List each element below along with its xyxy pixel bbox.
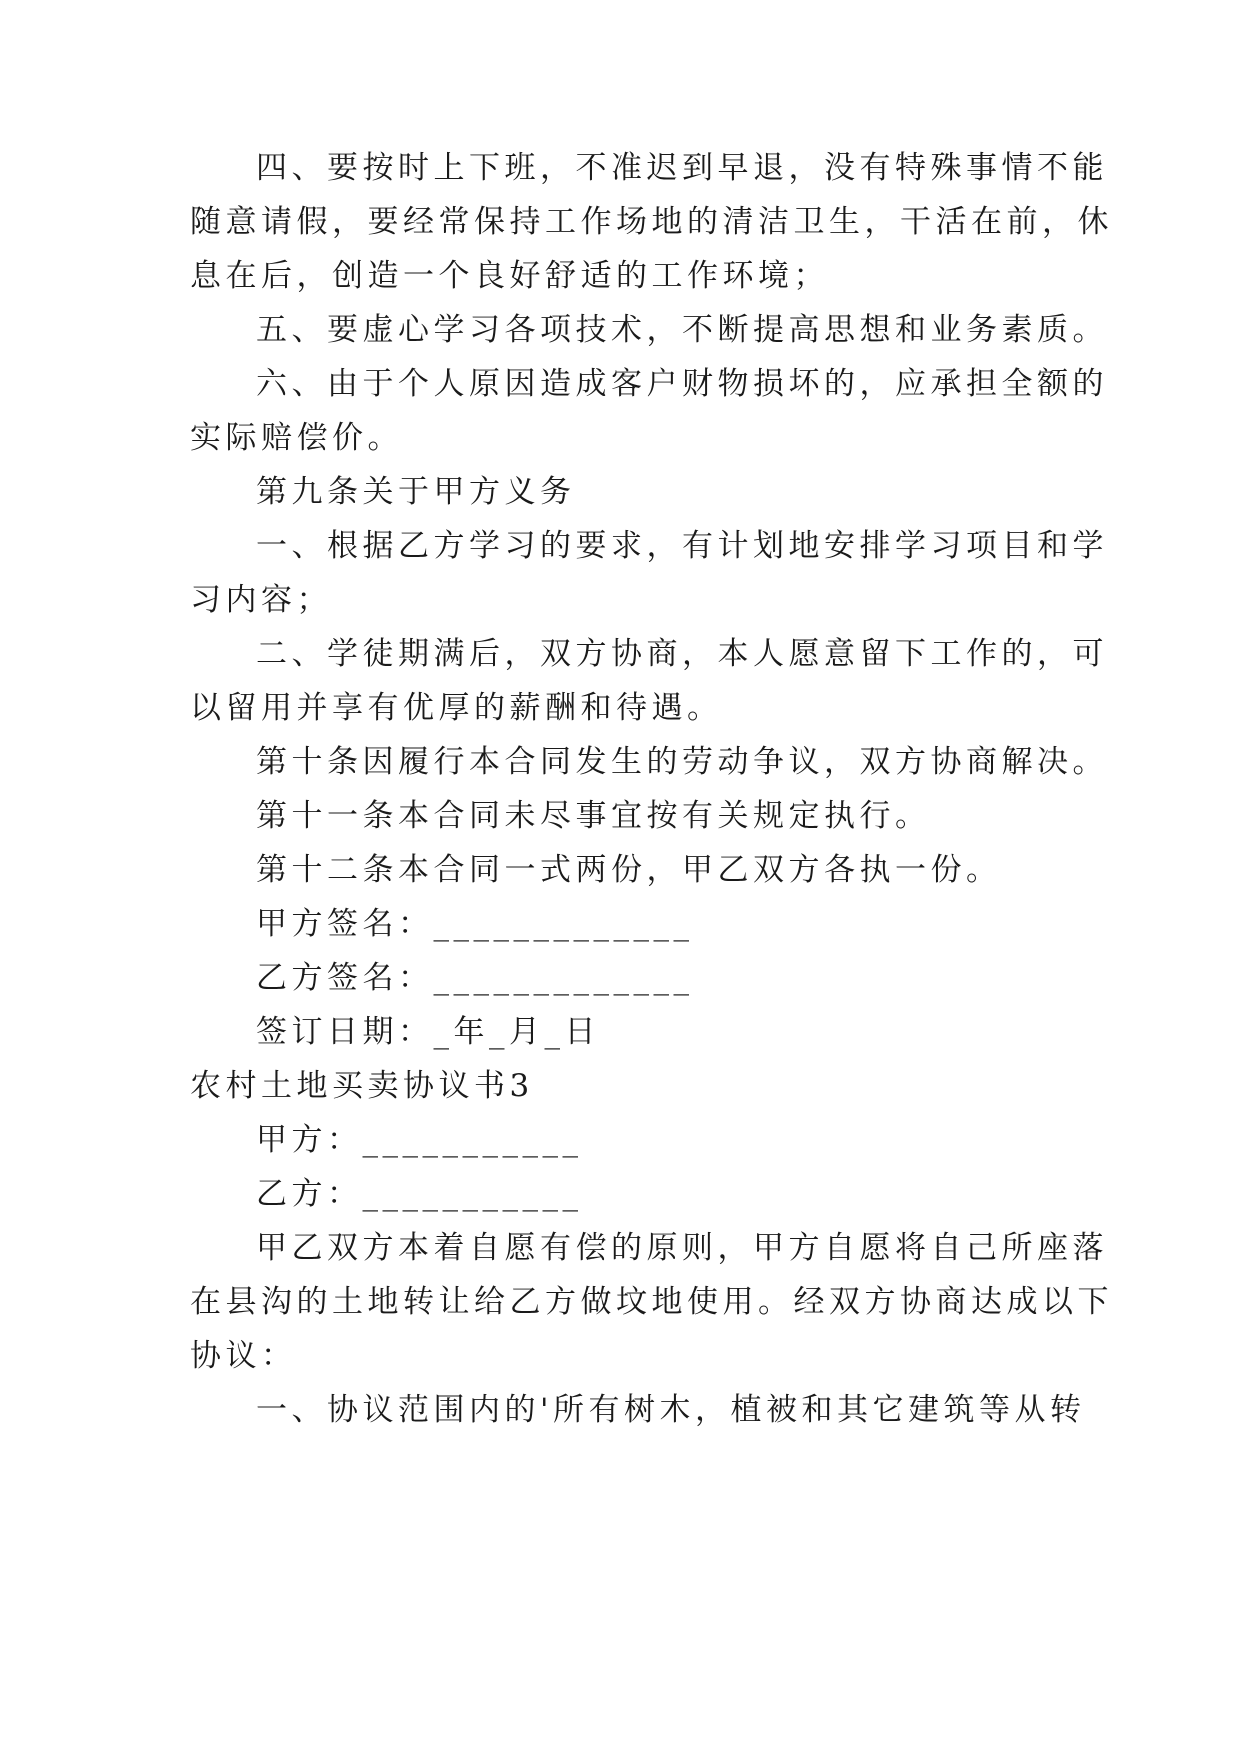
paragraph-line: 息在后，创造一个良好舒适的工作环境； [190,258,829,294]
paragraph-line: 第十一条本合同未尽事宜按有关规定执行。 [256,798,931,834]
paragraph-line: 六、由于个人原因造成客户财物损坏的，应承担全额的 [256,366,1108,402]
party-a-signature-line: 甲方签名：_____________ [256,906,694,942]
paragraph-line: 随意请假，要经常保持工作场地的清洁卫生，干活在前，休 [190,204,1113,240]
paragraph-line: 以留用并享有优厚的薪酬和待遇。 [190,690,723,726]
paragraph-line: 实际赔偿价。 [190,420,403,456]
party-a-line: 甲方：___________ [256,1122,583,1158]
party-b-line: 乙方：___________ [256,1176,583,1212]
paragraph-line: 习内容； [190,582,332,618]
paragraph-line: 二、学徒期满后，双方协商，本人愿意留下工作的，可 [256,636,1108,672]
paragraph-line: 一、根据乙方学习的要求，有计划地安排学习项目和学 [256,528,1108,564]
signing-date-line: 签订日期：_年_月_日 [256,1014,600,1050]
paragraph-line: 在县沟的土地转让给乙方做坟地使用。经双方协商达成以下 [190,1284,1113,1320]
paragraph-line: 五、要虚心学习各项技术，不断提高思想和业务素质。 [256,312,1108,348]
paragraph-line: 四、要按时上下班，不准迟到早退，没有特殊事情不能 [256,150,1108,186]
paragraph-line: 第十二条本合同一式两份，甲乙双方各执一份。 [256,852,1002,888]
paragraph-line: 协议： [190,1338,297,1374]
party-b-signature-line: 乙方签名：_____________ [256,960,694,996]
document-title: 农村土地买卖协议书3 [190,1068,534,1104]
paragraph-line: 一、协议范围内的'所有树木，植被和其它建筑等从转 [256,1392,1086,1428]
article-heading: 第九条关于甲方义务 [256,474,576,510]
paragraph-line: 第十条因履行本合同发生的劳动争议，双方协商解决。 [256,744,1108,780]
paragraph-line: 甲乙双方本着自愿有偿的原则，甲方自愿将自己所座落 [256,1230,1108,1266]
